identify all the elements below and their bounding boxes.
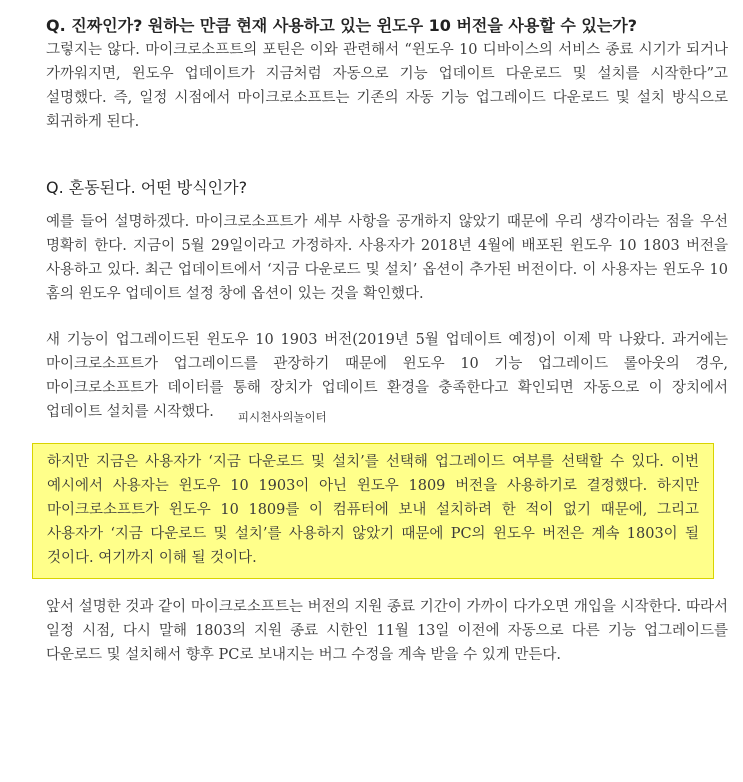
example-paragraph-1: 예를 들어 설명하겠다. 마이크로소프트가 세부 사항을 공개하지 않았기 때문에 우리 생각이라는 점을 우선 명확히 한다. 지금이 5월 29일이라고 가정하자. 사용자가 2018년 4월에 배포된 윈도우 10 1803 버전을 사용하고 있다. 최근 업데이트에서 ‘지금 다운로드 및 설치’ 옵션이 추가된 버전이다. 이 사용자는 윈도우 10 홈의 윈도우 업데이트 설정 창에 옵션이 있는 것을 확인했다.: [46, 214, 728, 302]
article-body: [46, 14, 728, 667]
question-heading-1: Q. 진짜인가? 원하는 만큼 현재 사용하고 있는 윈도우 10 버전을 사용할 수 있는가?: [46, 16, 638, 35]
question-heading-2: Q. 혼동된다. 어떤 방식인가?: [46, 178, 248, 197]
example-paragraph-2-text: 새 기능이 업그레이드된 윈도우 10 1903 버전(2019년 5월 업데이트 예정)이 이제 막 나왔다. 과거에는 마이크로소프트가 업그레이드를 관장하기 때문에 윈도우 10 기능 업그레이드 롤아웃의 경우, 마이크로소프트가 데이터를 통해 장치가 업데이트 환경을 충족한다고 확인되면 자동으로 이 장치에서 업데이트 설치를 시작했다.: [46, 332, 728, 420]
highlighted-paragraph: 하지만 지금은 사용자가 ‘지금 다운로드 및 설치’를 선택해 업그레이드 여부를 선택할 수 있다. 이번 예시에서 사용자는 윈도우 10 1903이 아닌 윈도우 1809 버전을 사용하기로 결정했다. 하지만 마이크로소프트가 윈도우 10 1809를 이 컴퓨터에 보내 설치하려 한 적이 없기 때문에, 그리고 사용자가 ‘지금 다운로드 및 설치’를 사용하지 않았기 때문에 PC의 윈도우 버전은 계속 1803이 될 것이다. 여기까지 이해 될 것이다.: [47, 454, 699, 566]
closing-paragraph: 앞서 설명한 것과 같이 마이크로소프트는 버전의 지원 종료 기간이 가까이 다가오면 개입을 시작한다. 따라서 일정 시점, 다시 말해 1803의 지원 종료 시한인 11월 13일 이전에 자동으로 다른 기능 업그레이드를 다운로드 및 설치해서 향후 PC로 보내지는 버그 수정을 계속 받을 수 있게 만든다.: [46, 599, 728, 663]
highlighted-box: [32, 443, 714, 579]
answer-paragraph-1: 그렇지는 않다. 마이크로소프트의 포틴은 이와 관련해서 “윈도우 10 디바이스의 서비스 종료 시기가 되거나 가까워지면, 윈도우 업데이트가 지금처럼 자동으로 기능 업데이트 다운로드 및 설치를 시작한다”고 설명했다. 즉, 일정 시점에서 마이크로소프트는 기존의 자동 기능 업그레이드 다운로드 및 설치 방식으로 회귀하게 된다.: [46, 42, 728, 130]
example-paragraph-2: [46, 328, 728, 429]
watermark-text: 피시천사의놀이터: [237, 410, 327, 424]
